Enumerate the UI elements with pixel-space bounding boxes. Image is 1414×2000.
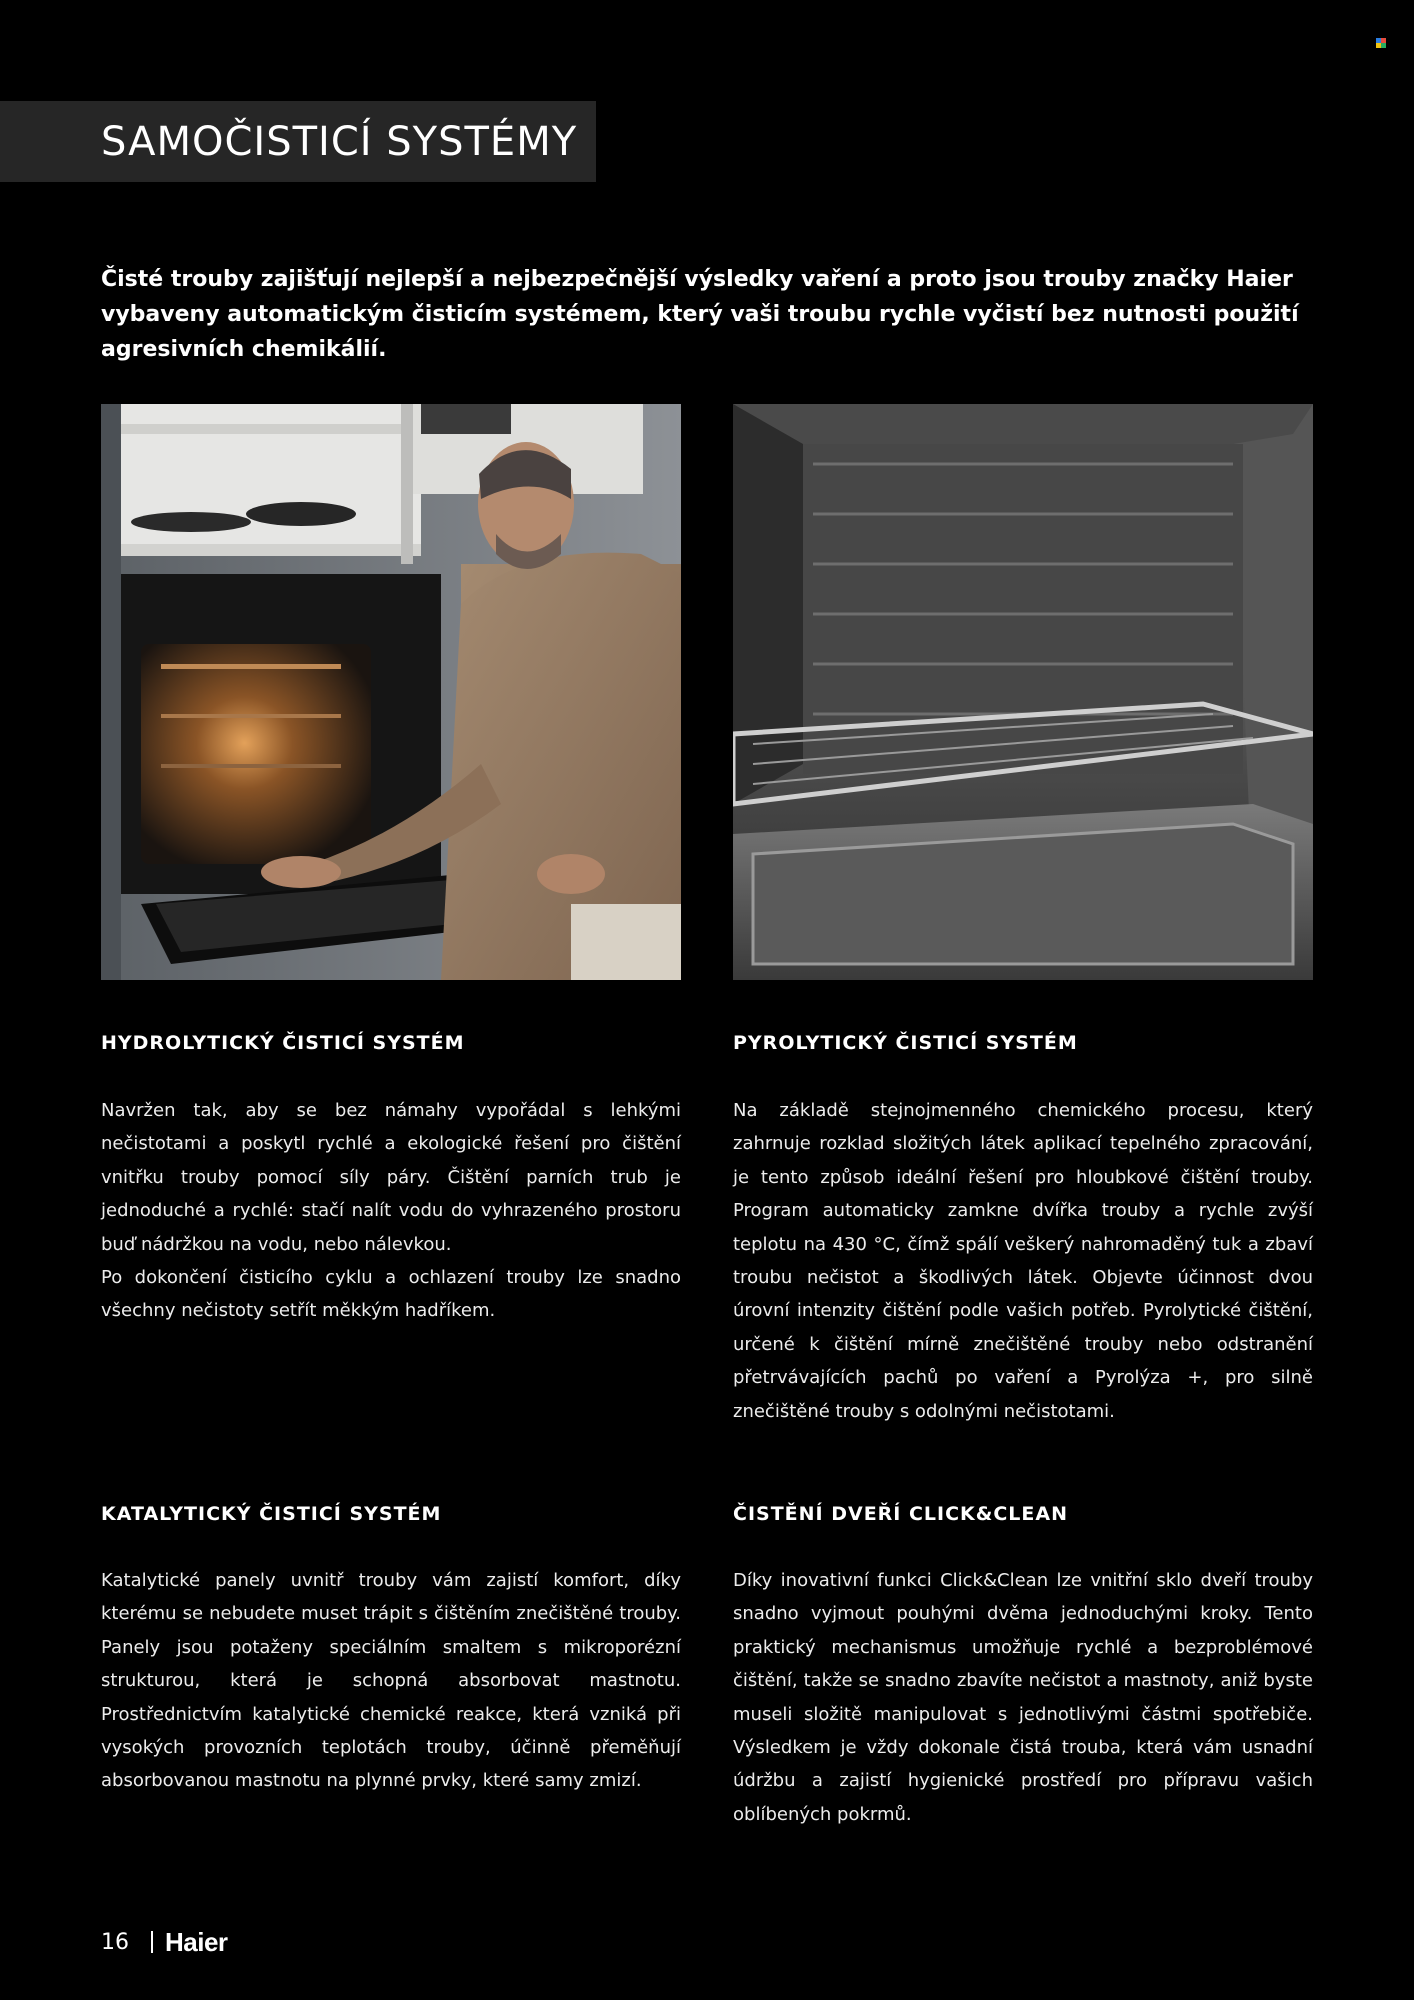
page-number: 16 [101, 1929, 129, 1955]
hydrolytic-paragraph-2: Po dokončení čisticího cyklu a ochlazení trouby lze snadno všechny nečistoty setřít měkkým hadříkem. [101, 1267, 681, 1322]
oven-interior-photo [733, 404, 1313, 980]
hydrolytic-paragraph-1: Navržen tak, aby se bez námahy vypořádal s lehkými nečistotami a poskytl rychlé a ekologické řešení pro čištění vnitřku trouby pomocí síly páry. Čištění parních trub je jednoduché a rychlé: stačí nalít vodu do vyhrazeného prostoru buď nádržkou na vodu, nebo nálevkou. [101, 1100, 681, 1255]
click-clean-paragraph-1: Díky inovativní funkci Click&Clean lze vnitřní sklo dveří trouby snadno vyjmout pouhými dvěma jednoduchými kroky. Tento praktický mechanismus umožňuje rychlé a bezproblémové čištění, takže se snadno zbavíte nečistot a mastnoty, aniž byste museli složitě manipulovat s jednotlivými částmi spotřebiče. Výsledkem je vždy dokonale čistá trouba, která vám usnadní údržbu a zajistí hygienické prostředí pro přípravu vašich oblíbených pokrmů. [733, 1570, 1313, 1825]
corner-color-mark-icon [1376, 38, 1386, 48]
haier-logo: Haier [165, 1926, 228, 1957]
page-footer [101, 1924, 228, 1960]
catalytic-section-title: KATALYTICKÝ ČISTICÍ SYSTÉM [101, 1503, 442, 1525]
hydrolytic-section-title: HYDROLYTICKÝ ČISTICÍ SYSTÉM [101, 1032, 465, 1054]
pyrolytic-section-title: PYROLYTICKÝ ČISTICÍ SYSTÉM [733, 1032, 1078, 1054]
click-clean-section-title: ČISTĚNÍ DVEŘÍ CLICK&CLEAN [733, 1503, 1068, 1525]
catalytic-section-text [101, 1564, 681, 1798]
intro-paragraph: Čisté trouby zajišťují nejlepší a nejbezpečnější výsledky vaření a proto jsou trouby značky Haier vybaveny automatickým čisticím systémem, který vaši troubu rychle vyčistí bez nutnosti použití agresivních chemikálií. [101, 267, 1299, 362]
page-title: SAMOČISTICÍ SYSTÉMY [101, 119, 578, 165]
click-clean-section-text [733, 1564, 1313, 1831]
catalytic-paragraph-1: Katalytické panely uvnitř trouby vám zajistí komfort, díky kterému se nebudete muset trápit s čištěním znečištěné trouby. Panely jsou potaženy speciálním smaltem s mikroporézní strukturou, která je schopná absorbovat mastnotu. Prostřednictvím katalytické chemické reakce, která vzniká při vysokých provozních teplotách trouby, účinně přeměňují absorbovanou mastnotu na plynné prvky, které samy zmizí. [101, 1570, 681, 1792]
hydrolytic-section-text [101, 1094, 681, 1328]
pyrolytic-section-text [733, 1094, 1313, 1428]
title-band [0, 101, 596, 182]
pyrolytic-paragraph-1: Na základě stejnojmenného chemického procesu, který zahrnuje rozklad složitých látek aplikací tepelného zpracování, je tento způsob ideální řešení pro hloubkové čištění trouby. Program automaticky zamkne dvířka trouby a rychle zvýší teplotu na 430 °C, čímž spálí veškerý nahromaděný tuk a zbaví troubu nečistot a škodlivých látek. Objevte účinnost dvou úrovní intenzity čištění podle vašich potřeb. Pyrolytické čištění, určené k čištění mírně znečištěné trouby nebo odstranění přetrvávajících pachů po vaření a Pyrolýza +, pro silně znečištěné trouby s odolnými nečistotami. [733, 1100, 1313, 1422]
man-wiping-oven-photo [101, 404, 681, 980]
footer-divider [151, 1931, 153, 1953]
